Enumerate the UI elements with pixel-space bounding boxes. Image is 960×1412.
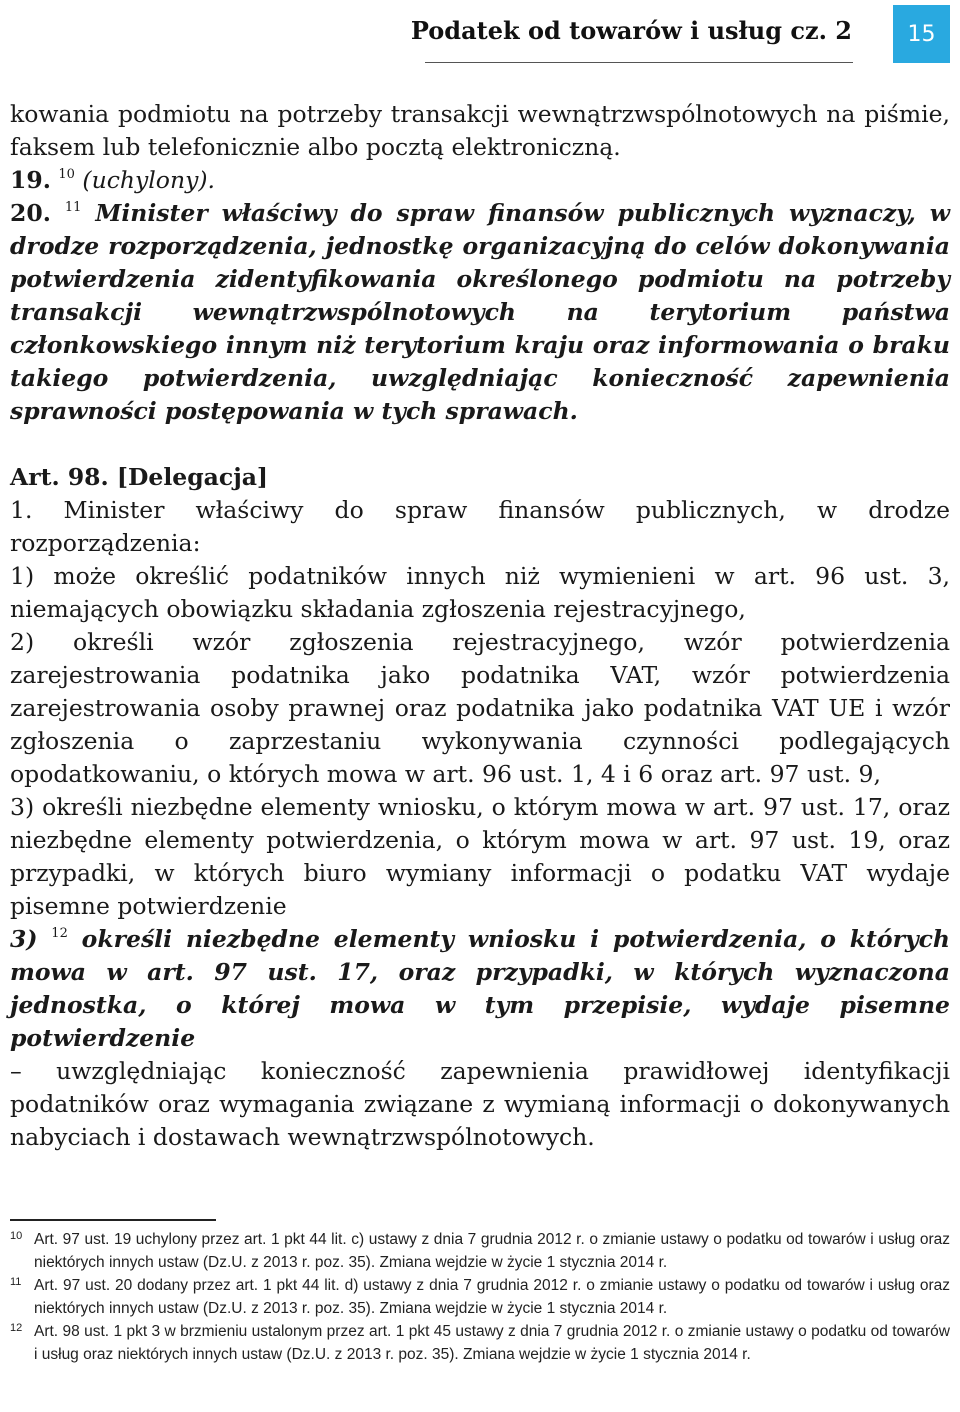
article-title: Art. 98. [Delegacja] xyxy=(10,463,269,491)
article-item-3: 3) określi niezbędne elementy wniosku, o którym mowa w art. 97 ust. 17, oraz niezbędne elementy potwierdzenia, o którym mowa w art. 97 ust. 19, oraz przypadki, w których biuro wymiany informacji o podatku VAT wydaje pisemne potwierdzenie xyxy=(10,793,950,920)
paragraph-19-number: 19. xyxy=(10,166,51,194)
paragraph-20-number: 20. xyxy=(10,199,51,227)
running-header-title: Podatek od towarów i usług cz. 2 xyxy=(410,16,852,45)
footnotes xyxy=(10,1228,950,1366)
paragraph-continuation: kowania podmiotu na potrzeby transakcji wewnątrzwspólnotowych na piśmie, faksem lub telefonicznie albo pocztą elektroniczną. xyxy=(10,100,950,161)
footnote-number: 12 xyxy=(10,1322,23,1334)
article-item-1: 1) może określić podatników innych niż wymienieni w art. 96 ust. 3, niemających obowiązku składania zgłoszenia rejestracyjnego, xyxy=(10,562,950,623)
article-intro: 1. Minister właściwy do spraw finansów publicznych, w drodze rozporządzenia: xyxy=(10,496,950,557)
article-item-3-amended xyxy=(10,923,950,1055)
article-item-2: 2) określi wzór zgłoszenia rejestracyjnego, wzór potwierdzenia zarejestrowania podatnika jako podatnika VAT, wzór potwierdzenia zarejestrowania osoby prawnej oraz podatnika jako podatnika VAT UE i wzór zgłoszenia o zaprzestaniu wykonywania czynności podlegających opodatkowaniu, o których mowa w art. 96 ust. 1, 4 i 6 oraz art. 97 ust. 9, xyxy=(10,628,950,788)
article-item-3-amended-text: określi niezbędne elementy wniosku i potwierdzenia, o których mowa w art. 97 ust. 17, oraz przypadki, w których wyznaczona jednostka, o której mowa w tym przepisie, wydaje pisemne potwierdzenie xyxy=(10,925,951,1052)
footnote-ref-12: 12 xyxy=(51,926,68,941)
footnote-text: Art. 97 ust. 19 uchylony przez art. 1 pkt 44 lit. c) ustawy z dnia 7 grudnia 2012 r. o zmianie ustawy o podatku od towarów i usług oraz niektórych innych ustaw (Dz.U. z 2013 r. poz. 35). Zmiana wejdzie w życie 1 stycznia 2014 r. xyxy=(34,1231,950,1271)
header-rule xyxy=(425,62,853,63)
paragraph-19 xyxy=(10,164,950,197)
footnote-11 xyxy=(10,1274,950,1320)
article-item-3-amended-number: 3) xyxy=(10,925,38,953)
footnote-text: Art. 97 ust. 20 dodany przez art. 1 pkt 44 lit. d) ustawy z dnia 7 grudnia 2012 r. o zmianie ustawy o podatku od towarów i usług oraz niektórych innych ustaw (Dz.U. z 2013 r. poz. 35). Zmiana wejdzie w życie 1 stycznia 2014 r. xyxy=(34,1277,950,1317)
footnote-ref-10: 10 xyxy=(58,167,75,182)
footnote-rule xyxy=(10,1219,216,1221)
footnote-12 xyxy=(10,1320,950,1366)
footnote-10 xyxy=(10,1228,950,1274)
page-number-badge: 15 xyxy=(893,5,950,63)
footnote-ref-11: 11 xyxy=(64,200,82,215)
footnote-number: 10 xyxy=(10,1230,23,1242)
paragraph-20-text: Minister właściwy do spraw finansów publicznych wyznaczy, w drodze rozporządzenia, jednostkę organizacyjną do celów dokonywania potwierdzenia zidentyfikowania określonego podmiotu na potrzeby transakcji wewnątrzwspólnotowych na terytorium państwa członkowskiego innym niż terytorium kraju oraz informowania o braku takiego potwierdzenia, uwzględniając konieczność zapewnienia sprawności postępowania w tych sprawach. xyxy=(10,199,950,425)
paragraph-20 xyxy=(10,197,950,428)
footnote-number: 11 xyxy=(10,1276,22,1288)
main-text xyxy=(10,98,950,1154)
article-closing: – uwzględniając konieczność zapewnienia prawidłowej identyfikacji podatników oraz wymagania związane z wymianą informacji o dokonywanych nabyciach i dostawach wewnątrzwspólnotowych. xyxy=(10,1057,950,1151)
footnote-text: Art. 98 ust. 1 pkt 3 w brzmieniu ustalonym przez art. 1 pkt 45 ustawy z dnia 7 grudnia 2012 r. o zmianie ustawy o podatku od towarów i usług oraz niektórych innych ustaw (Dz.U. z 2013 r. poz. 35). Zmiana wejdzie w życie 1 stycznia 2014 r. xyxy=(34,1323,950,1363)
paragraph-19-text: (uchylony). xyxy=(82,166,215,194)
